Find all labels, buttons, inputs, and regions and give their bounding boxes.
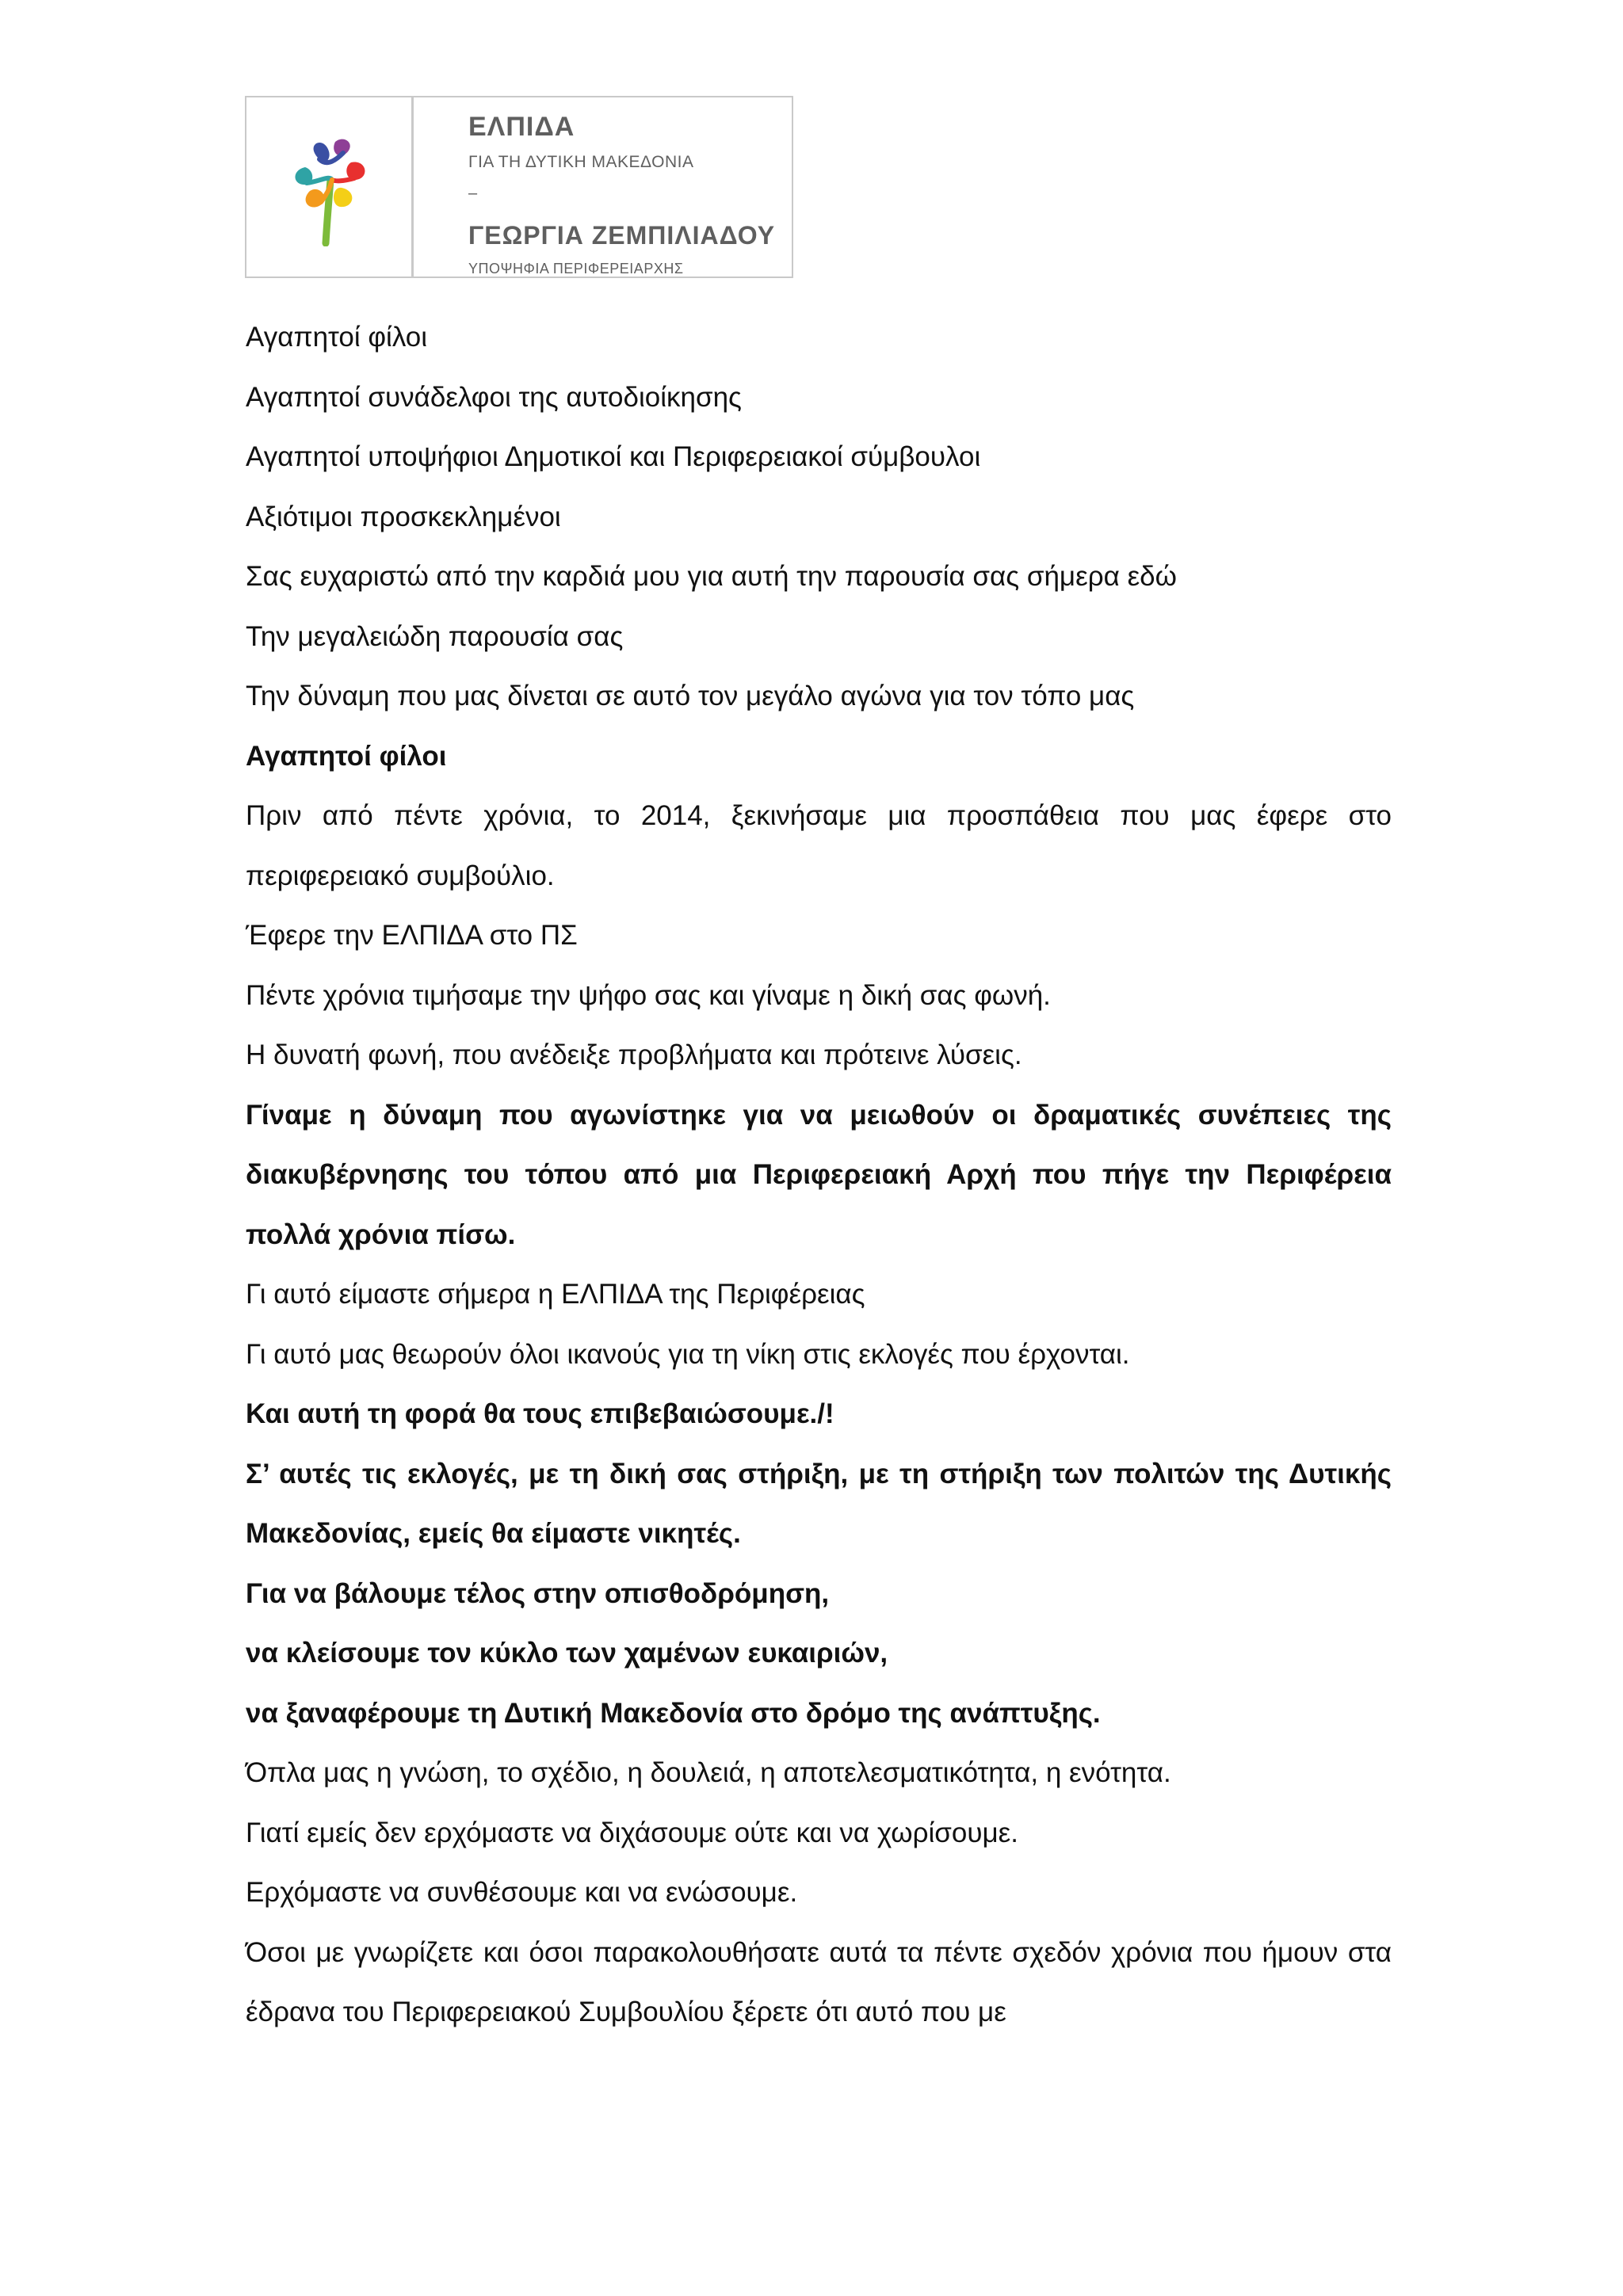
paragraph-bold: Σ’ αυτές τις εκλογές, με τη δική σας στήριξη, με τη στήριξη των πολιτών της Δυτικής Μακεδονίας, εμείς θα είμαστε νικητές. [246, 1458, 1392, 1549]
paragraph: Όσοι με γνωρίζετε και όσοι παρακολουθήσατε αυτά τα πέντε σχεδόν χρόνια που ήμουν στα έδρανα του Περιφερειακού Συμβουλίου ξέρετε ότι αυτό που με [246, 1936, 1392, 2027]
paragraph-bold: να ξαναφέρουμε τη Δυτική Μακεδονία στο δρόμο της ανάπτυξης. [246, 1697, 1101, 1729]
pinwheel-logo-icon [288, 135, 376, 246]
paragraph: Την μεγαλειώδη παρουσία σας [246, 620, 624, 652]
logo-divider [411, 97, 414, 277]
paragraph: Η δυνατή φωνή, που ανέδειξε προβλήματα και πρότεινε λύσεις. [246, 1039, 1022, 1070]
paragraph: Αξιότιμοι προσκεκλημένοι [246, 501, 561, 532]
campaign-logo [245, 96, 793, 278]
logo-dash: – [468, 185, 478, 202]
logo-title: ΕΛΠΙΔΑ [468, 112, 575, 142]
paragraph-bold: να κλείσουμε τον κύκλο των χαμένων ευκαιριών, [246, 1638, 888, 1669]
paragraph: Την δύναμη που μας δίνεται σε αυτό τον μεγάλο αγώνα για τον τόπο μας [246, 681, 1135, 711]
paragraph: Πριν από πέντε χρόνια, το 2014, ξεκινήσαμε μια προσπάθεια που μας έφερε στο περιφερειακό συμβούλιο. [246, 800, 1392, 891]
logo-candidate-role: ΥΠΟΨΗΦΙΑ ΠΕΡΙΦΕΡΕΙΑΡΧΗΣ [468, 261, 684, 277]
paragraph: Αγαπητοί συνάδελφοι της αυτοδιοίκησης [246, 381, 742, 413]
logo-subtitle: ΓΙΑ ΤΗ ΔΥΤΙΚΗ ΜΑΚΕΔΟΝΙΑ [468, 153, 694, 171]
paragraph: Πέντε χρόνια τιμήσαμε την ψήφο σας και γίναμε η δική σας φωνή. [246, 979, 1051, 1011]
paragraph-bold: Γίναμε η δύναμη που αγωνίστηκε για να μειωθούν οι δραματικές συνέπειες της διακυβέρνησης του τόπου από μια Περιφερειακή Αρχή που πήγε την Περιφέρεια πολλά χρόνια πίσω. [246, 1099, 1392, 1250]
paragraph: Γιατί εμείς δεν ερχόμαστε να διχάσουμε ούτε και να χωρίσουμε. [246, 1817, 1018, 1848]
logo-candidate-name: ΓΕΩΡΓΙΑ ΖΕΜΠΙΛΙΑΔΟΥ [468, 221, 776, 250]
paragraph: Γι αυτό είμαστε σήμερα η ΕΛΠΙΔΑ της Περιφέρειας [246, 1279, 865, 1310]
paragraph: Γι αυτό μας θεωρούν όλοι ικανούς για τη νίκη στις εκλογές που έρχονται. [246, 1338, 1130, 1370]
paragraph: Αγαπητοί φίλοι [246, 322, 428, 353]
paragraph: Όπλα μας η γνώση, το σχέδιο, η δουλειά, η αποτελεσματικότητα, η ενότητα. [246, 1757, 1171, 1788]
paragraph: Αγαπητοί υποψήφιοι Δημοτικοί και Περιφερειακοί σύμβουλοι [246, 441, 981, 472]
speech-text [246, 307, 1392, 2042]
paragraph: Ερχόμαστε να συνθέσουμε και να ενώσουμε. [246, 1877, 798, 1908]
paragraph: Έφερε την ΕΛΠΙΔΑ στο ΠΣ [246, 920, 578, 951]
paragraph-bold: Αγαπητοί φίλοι [246, 740, 447, 772]
paragraph: Σας ευχαριστώ από την καρδιά μου για αυτή την παρουσία σας σήμερα εδώ [246, 561, 1177, 592]
paragraph-bold: Και αυτή τη φορά θα τους επιβεβαιώσουμε./! [246, 1398, 834, 1429]
paragraph-bold: Για να βάλουμε τέλος στην οπισθοδρόμηση, [246, 1577, 830, 1609]
